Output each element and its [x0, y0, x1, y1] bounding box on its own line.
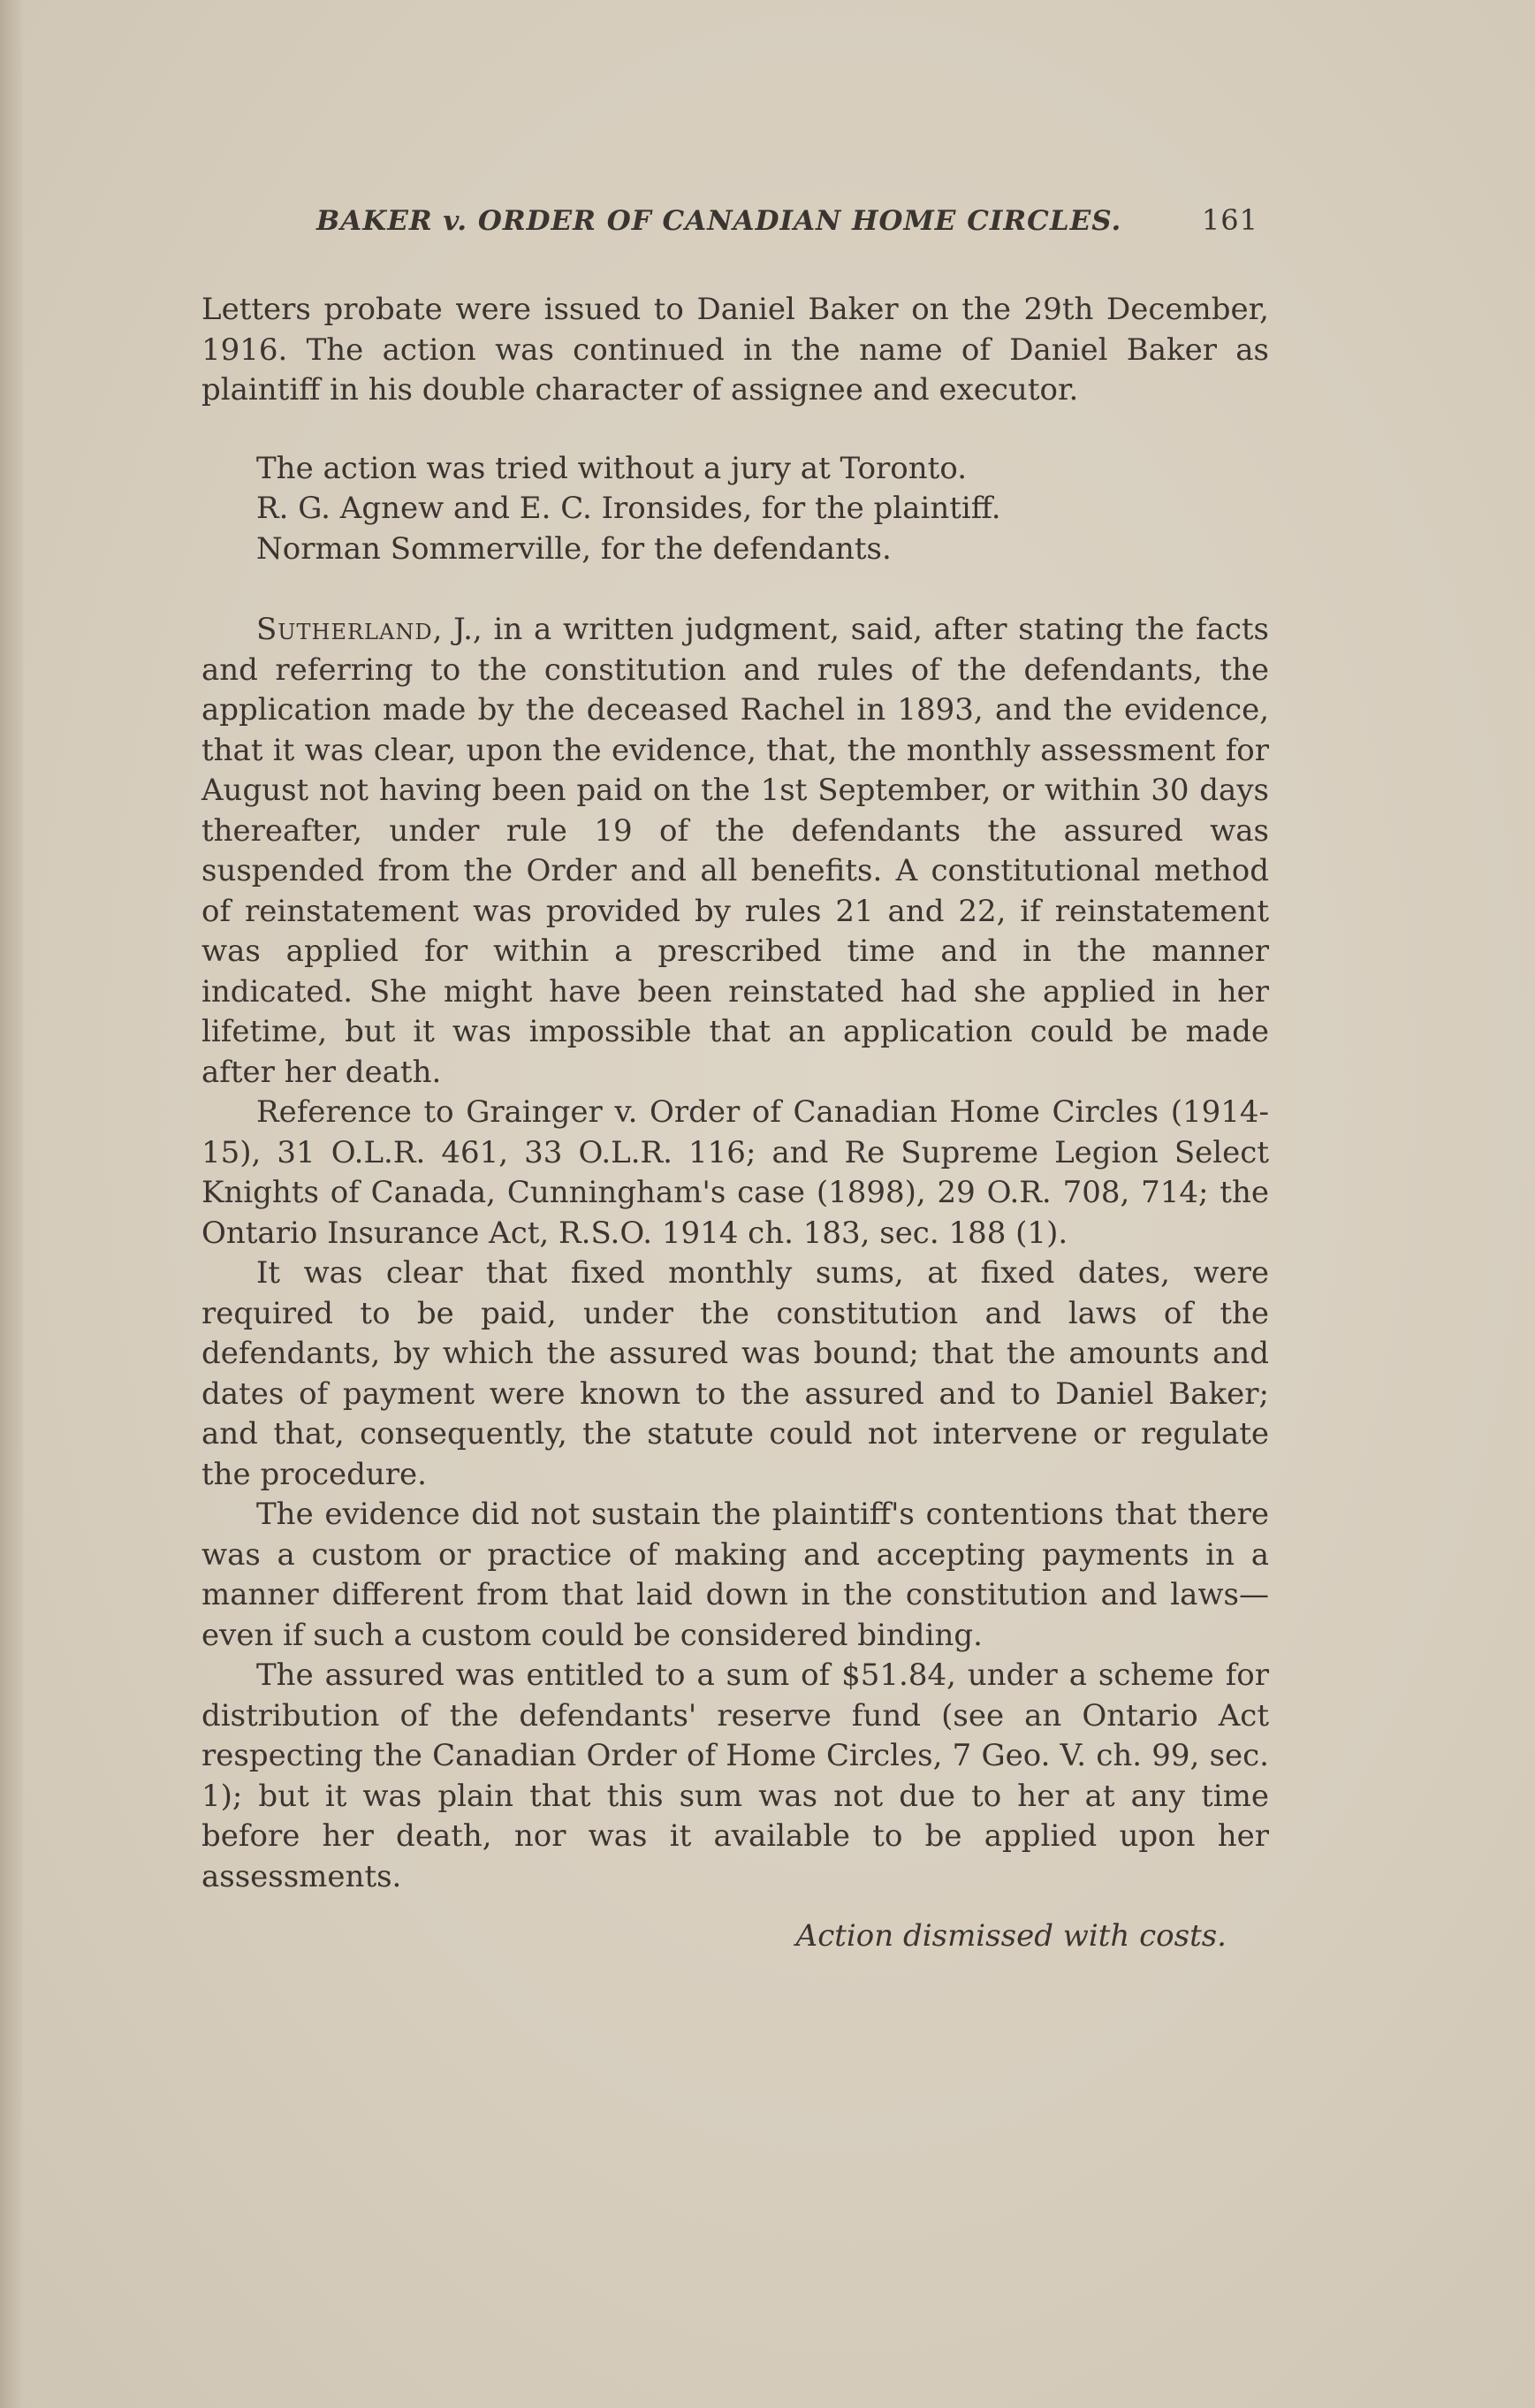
verdict: Action dismissed with costs. — [795, 1918, 1227, 1954]
paragraph-custom: The evidence did not sustain the plaintiff's contentions that there was a custom or practice of making and accepting payments in a manner different from that laid down in the constitution and laws—even if such a custom could be considered binding. — [201, 1497, 1269, 1653]
paragraph-fixed-sums: It was clear that fixed monthly sums, at fixed dates, were required to be paid, under the constitution and laws of the defendants, by which the assured was bound; that the amounts and dates of payment were known to the assured and to Daniel Baker; and that, consequently, the statute could not intervene or regulate the procedure. — [201, 1255, 1269, 1492]
paragraph-reserve-fund: The assured was entitled to a sum of $51.84, under a scheme for distribution of the defendants' reserve fund (see an Ontario Act respecting the Canadian Order of Home Circles, 7 Geo. V. ch. 99, sec. 1); but it was plain that this sum was not due to her at any time before her death, nor was it available to be applied upon her assessments. — [201, 1657, 1269, 1894]
page-number: 161 — [1201, 203, 1258, 237]
judge-name: Sutherland — [256, 612, 433, 647]
paragraph-references: Reference to Grainger v. Order of Canadian Home Circles (1914-15), 31 O.L.R. 461, 33 O.L.R. 116; and Re Supreme Legion Select Knights of Canada, Cunningham's case (1898), 29 O.R. 708, 714; the Ontario Insurance Act, R.S.O. 1914 ch. 183, sec. 188 (1). — [201, 1094, 1269, 1251]
running-title: BAKER v. ORDER OF CANADIAN HOME CIRCLES. — [316, 205, 1122, 237]
paragraph-counsel-defendants: Norman Sommerville, for the defendants. — [256, 530, 892, 567]
text-block — [201, 194, 1269, 1954]
paragraph-judgment — [201, 610, 1269, 1093]
running-head — [201, 194, 1269, 248]
paragraph-counsel-plaintiff: R. G. Agnew and E. C. Ironsides, for the plaintiff. — [256, 491, 1001, 526]
judgment-text: , J., in a written judgment, said, after stating the facts and referring to the constitution and rules of the defendants, the application made by the deceased Rachel in 1893, and the evidence, that it was clear, upon the evidence, that, the monthly assessment for August not having been paid on the 1st September, or within 30 days thereafter, under rule 19 of the defendants the assured was suspended from the Order and all benefits. A constitutional method of reinstatement was provided by rules 21 and 22, if reinstatement was applied for within a prescribed time and in the manner indicated. She might have been reinstated had she applied in her lifetime, but it was impossible that an application could be made after her death. — [201, 612, 1269, 1090]
paragraph-probate: Letters probate were issued to Daniel Baker on the 29th December, 1916. The action was continued in the name of Daniel Baker as plaintiff in his double character of assignee and executor. — [201, 292, 1269, 408]
page-gutter-shadow — [0, 0, 23, 2408]
paragraph-trial: The action was tried without a jury at Toronto. — [256, 450, 968, 486]
